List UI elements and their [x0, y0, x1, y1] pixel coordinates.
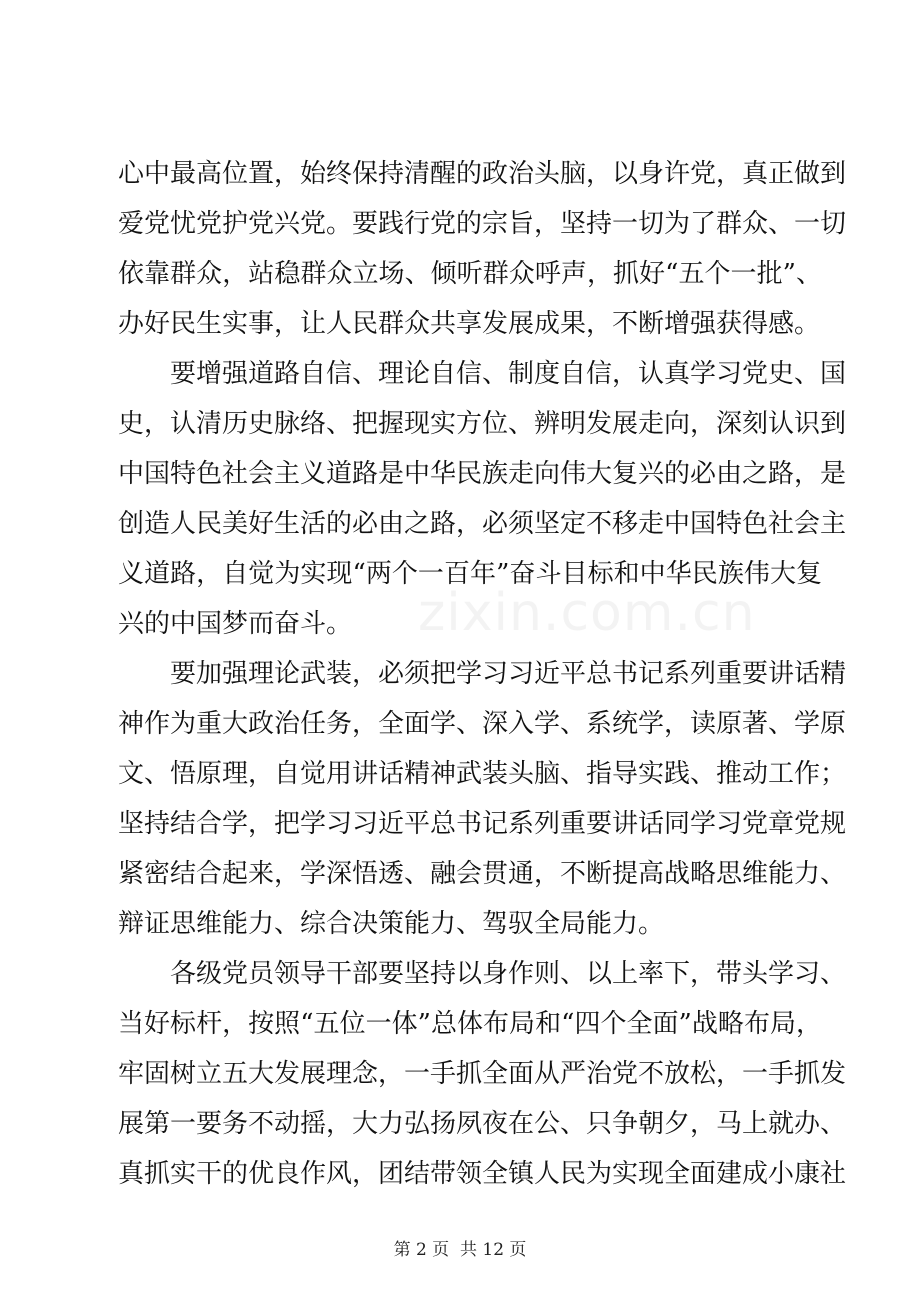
- svg-text:zixin.com.cn: zixin.com.cn: [418, 583, 756, 643]
- body-text-line: 真抓实干的优良作风，团结带领全镇人民为实现全面建成小康社: [118, 1159, 847, 1189]
- body-text-line: 创造人民美好生活的必由之路，必须坚定不移走中国特色社会主: [118, 509, 847, 539]
- body-text-line: 展第一要务不动摇，大力弘扬夙夜在公、只争朝夕，马上就办、: [118, 1109, 847, 1139]
- body-text-line: 办好民生实事，让人民群众共享发展成果，不断增强获得感。: [118, 309, 821, 339]
- body-text-line: 文、悟原理，自觉用讲话精神武装头脑、指导实践、推动工作；: [118, 759, 847, 789]
- body-text-line: 当好标杆，按照“五位一体”总体布局和“四个全面”战略布局，: [118, 1009, 822, 1039]
- paragraph-first-line: 各级党员领导干部要坚持以身作则、以上率下，带头学习、: [170, 959, 847, 989]
- body-text-line: 依靠群众，站稳群众立场、倾听群众呼声，抓好“五个一批”、: [118, 259, 822, 289]
- body-text-line: 辩证思维能力、综合决策能力、驾驭全局能力。: [118, 909, 665, 939]
- body-text-line: 心中最高位置，始终保持清醒的政治头脑，以身许党，真正做到: [118, 159, 847, 189]
- body-text-line: 紧密结合起来，学深悟透、融会贯通，不断提高战略思维能力、: [118, 859, 847, 889]
- paragraph-first-line: 要加强理论武装，必须把学习习近平总书记系列重要讲话精: [170, 659, 847, 689]
- body-text-line: 史，认清历史脉络、把握现实方位、辨明发展走向，深刻认识到: [118, 409, 847, 439]
- body-text-line: 中国特色社会主义道路是中华民族走向伟大复兴的必由之路，是: [118, 459, 847, 489]
- body-text-line: 神作为重大政治任务，全面学、深入学、系统学，读原著、学原: [118, 709, 847, 739]
- body-text-line: 爱党忧党护党兴党。要践行党的宗旨，坚持一切为了群众、一切: [118, 209, 847, 239]
- body-text-line: 兴的中国梦而奋斗。: [118, 609, 353, 639]
- body-text-line: 义道路，自觉为实现“两个一百年”奋斗目标和中华民族伟大复: [118, 559, 822, 589]
- paragraph-first-line: 要增强道路自信、理论自信、制度自信，认真学习党史、国: [170, 359, 847, 389]
- body-text-line: 坚持结合学，把学习习近平总书记系列重要讲话同学习党章党规: [118, 809, 847, 839]
- body-text-line: 牢固树立五大发展理念，一手抓全面从严治党不放松，一手抓发: [118, 1059, 847, 1089]
- page-number-footer: 第 2 页 共 12 页: [393, 1240, 527, 1260]
